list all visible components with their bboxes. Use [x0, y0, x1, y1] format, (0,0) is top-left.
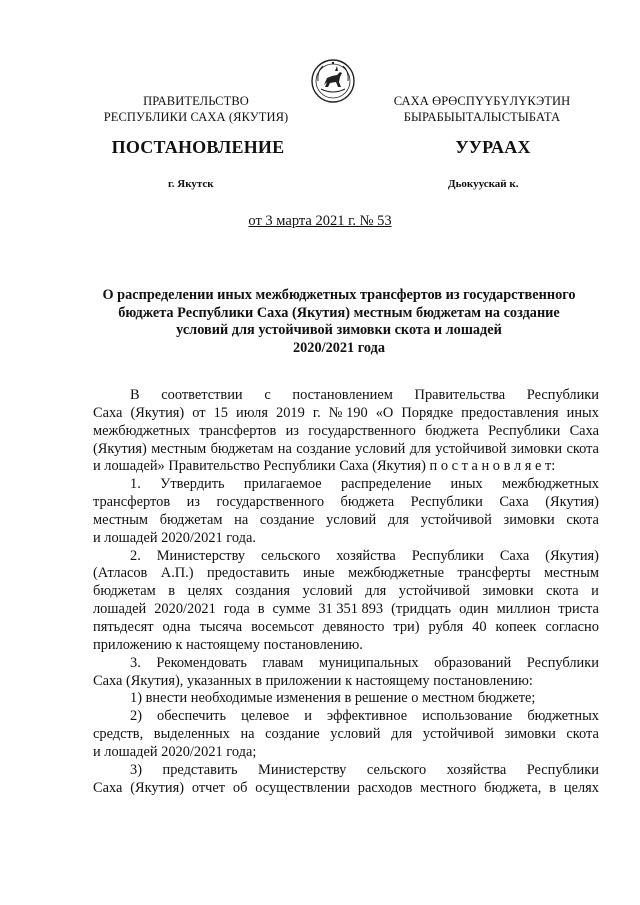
- body-line: и лошадей» Правительство Республики Саха (Якутия) п о с т а н о в л я е т:: [93, 458, 556, 475]
- body-word: иных: [566, 404, 599, 421]
- body-line: приложению к настоящему постановлению.: [93, 636, 363, 653]
- issuer-line: САХА ӨРӨСПҮҮБҮЛҮКЭТИН: [393, 94, 571, 108]
- body-word: устойчивой: [420, 511, 492, 528]
- body-word: один: [459, 601, 489, 618]
- body-line: [130, 387, 599, 405]
- body-word: бюджета,: [484, 779, 542, 796]
- body-line: [93, 601, 599, 619]
- body-word: бюджетных: [527, 708, 599, 725]
- body-line: [93, 726, 599, 744]
- body-word: бюджетам: [210, 440, 274, 457]
- body-line: [93, 441, 599, 459]
- body-word: (Якутия): [545, 494, 599, 511]
- body-word: Республики: [488, 422, 561, 439]
- body-word: образований: [434, 654, 512, 671]
- body-word: хозяйства: [446, 761, 507, 778]
- body-word: бюджета: [340, 494, 395, 511]
- body-word: рубля: [428, 618, 464, 635]
- body-word: трансфертов: [199, 422, 277, 439]
- body-word: «О: [375, 404, 394, 421]
- body-word: Саха: [499, 547, 530, 564]
- body-word: скота: [566, 511, 599, 528]
- title-line: О распределении иных межбюджетных трансфертов из государственного: [102, 287, 576, 303]
- body-word: 40: [472, 618, 487, 635]
- body-word: из: [186, 494, 200, 511]
- body-word: зимовки: [482, 583, 534, 600]
- body-word: Рекомендовать: [156, 654, 247, 671]
- body-word: А.П.): [160, 565, 194, 582]
- body-word: использование: [422, 708, 513, 725]
- body-line: и лошадей 2020/2021 года;: [93, 743, 257, 760]
- body-word: Порядке: [401, 404, 454, 421]
- title-line: 2020/2021 года: [293, 339, 385, 356]
- title-line: условий для устойчивой зимовки скота и лошадей: [176, 322, 502, 338]
- body-word: сельского: [366, 761, 427, 778]
- body-word: Республики: [526, 387, 599, 403]
- body-word: Республики: [410, 494, 483, 511]
- body-word: средств,: [93, 726, 144, 743]
- body-word: расходов: [357, 779, 413, 796]
- body-line: [93, 494, 599, 512]
- body-word: девяносто: [322, 618, 385, 635]
- body-line: [93, 619, 599, 637]
- body-word: в: [549, 779, 557, 796]
- issuer-name-sah: [372, 93, 592, 125]
- body-word: соответствии: [161, 387, 243, 403]
- body-word: отчет: [191, 779, 226, 796]
- body-word: 2020/2021: [154, 601, 216, 618]
- body-line: [130, 548, 599, 566]
- body-word: государственного: [216, 494, 325, 511]
- body-word: Министерству: [156, 547, 246, 564]
- body-word: (Якутия): [130, 404, 185, 421]
- body-word: зимовки: [504, 726, 556, 743]
- body-word: условий: [326, 511, 377, 528]
- doc-type-sah: УУРААХ: [455, 137, 531, 157]
- body-word: главам: [262, 654, 304, 671]
- body-word: межбюджетные: [347, 565, 445, 582]
- body-word: сельского: [261, 547, 321, 564]
- body-word: условий: [330, 726, 381, 743]
- body-line: и лошадей 2020/2021 года.: [93, 529, 256, 546]
- body-word: об: [232, 779, 248, 796]
- body-word: июля: [236, 404, 268, 421]
- body-word: бюджета: [425, 422, 479, 439]
- body-word: на: [234, 511, 249, 528]
- body-line: [130, 708, 599, 726]
- body-word: Республики: [411, 547, 484, 564]
- body-word: создание: [259, 511, 315, 528]
- body-line: 1) внести необходимые изменения в решение о местном бюджете;: [130, 690, 536, 707]
- body-word: иные: [303, 565, 335, 582]
- body-word: на: [277, 440, 292, 457]
- body-word: № 190: [328, 404, 368, 421]
- body-word: для: [387, 511, 410, 528]
- body-word: выделенных: [153, 726, 230, 743]
- body-text: [93, 387, 599, 797]
- body-word: три): [393, 618, 420, 635]
- body-word: целях: [563, 779, 599, 796]
- body-word: целевое: [241, 708, 290, 725]
- body-word: бюджетам: [93, 583, 156, 600]
- body-word: для: [409, 440, 431, 457]
- body-word: эффективное: [327, 708, 408, 725]
- body-word: и: [591, 583, 599, 600]
- body-word: Утвердить: [160, 476, 225, 493]
- city-sah: Дьокуускай к.: [448, 178, 519, 190]
- body-line: [130, 476, 599, 494]
- body-word: на: [240, 726, 255, 743]
- body-word: из: [285, 422, 299, 439]
- body-word: согласно: [545, 618, 599, 635]
- title-line: бюджета Республики Саха (Якутия) местным бюджетам на создание: [118, 304, 560, 321]
- body-word: 2): [130, 708, 142, 725]
- body-line: [130, 655, 599, 673]
- body-word: зимовки: [510, 440, 563, 457]
- body-word: осуществлении: [255, 779, 350, 796]
- body-line: [130, 762, 599, 780]
- city-ru: г. Якутск: [168, 178, 214, 190]
- body-word: тысяча: [199, 618, 243, 635]
- body-word: 1.: [130, 476, 141, 493]
- body-word: миллион: [496, 601, 551, 618]
- body-word: создание: [296, 440, 351, 457]
- body-word: предоставления: [461, 404, 559, 421]
- body-word: местным: [93, 511, 149, 528]
- body-word: Саха: [93, 404, 123, 421]
- body-line: [93, 423, 599, 441]
- body-word: устойчивой: [422, 726, 494, 743]
- body-word: одна: [162, 618, 191, 635]
- body-word: (Якутия): [130, 779, 184, 796]
- date-number-line: от 3 марта 2021 г. № 53: [248, 213, 392, 229]
- body-word: местным: [151, 440, 207, 457]
- body-line: Саха (Якутия), указанных в приложении к настоящему постановлению:: [93, 672, 533, 689]
- body-word: 2.: [130, 547, 141, 564]
- body-word: лошадей: [93, 601, 147, 618]
- body-word: межбюджетных: [502, 476, 599, 493]
- body-word: целях: [187, 583, 223, 600]
- body-word: трансферты: [457, 565, 531, 582]
- issuer-name-ru: [96, 93, 296, 125]
- body-word: 3): [130, 761, 142, 778]
- body-word: Республики: [526, 761, 599, 778]
- body-word: скота: [546, 583, 579, 600]
- body-word: постановлением: [292, 387, 393, 403]
- body-word: Саха: [93, 779, 123, 796]
- body-word: пятьдесят: [93, 618, 154, 635]
- body-word: для: [365, 583, 387, 600]
- body-word: создание: [265, 726, 320, 743]
- body-word: сумме: [272, 601, 311, 618]
- coat-of-arms-icon: [311, 57, 355, 105]
- body-word: зимовки: [503, 511, 555, 528]
- body-word: копеек: [495, 618, 537, 635]
- body-word: триста: [558, 601, 599, 618]
- body-word: от: [192, 404, 206, 421]
- body-word: местным: [543, 565, 599, 582]
- body-word: (Якутия): [545, 547, 599, 564]
- body-word: создания: [235, 583, 290, 600]
- body-word: скота: [566, 726, 599, 743]
- body-line: [93, 405, 599, 423]
- issuer-line: БЫРАБЫЫТАЛЫСТЫБАТА: [403, 110, 561, 124]
- body-word: и: [304, 708, 312, 725]
- body-word: Саха: [499, 494, 529, 511]
- body-line: [93, 512, 599, 530]
- body-word: хозяйства: [336, 547, 396, 564]
- body-word: бюджетам: [159, 511, 223, 528]
- body-word: распределение: [340, 476, 432, 493]
- body-word: устойчивой: [398, 583, 470, 600]
- body-word: с: [264, 387, 271, 403]
- body-word: 31 351 893: [318, 601, 384, 618]
- body-word: обеспечить: [157, 708, 227, 725]
- body-word: представить: [162, 761, 238, 778]
- body-word: в: [168, 583, 176, 600]
- body-word: (тридцать: [391, 601, 452, 618]
- body-line: [93, 583, 599, 601]
- body-word: скота: [566, 440, 599, 457]
- body-line: [93, 780, 599, 798]
- doc-type-ru: ПОСТАНОВЛЕНИЕ: [111, 137, 285, 157]
- body-word: трансфертов: [93, 494, 171, 511]
- body-word: для: [391, 726, 413, 743]
- body-word: Правительства: [414, 387, 506, 403]
- body-word: Республики: [526, 654, 599, 671]
- body-word: предоставить: [207, 565, 290, 582]
- body-word: условий: [355, 440, 406, 457]
- body-word: года: [223, 601, 250, 618]
- body-word: 2019: [276, 404, 305, 421]
- body-word: муниципальных: [318, 654, 419, 671]
- body-word: г.: [312, 404, 321, 421]
- body-word: иных: [450, 476, 483, 493]
- body-word: Министерству: [258, 761, 347, 778]
- body-word: 3.: [130, 654, 141, 671]
- body-line: [93, 565, 599, 583]
- body-word: (Якутия): [93, 440, 147, 457]
- body-word: местного: [420, 779, 477, 796]
- body-word: 15: [213, 404, 228, 421]
- body-word: устойчивой: [435, 440, 507, 457]
- body-word: условий: [302, 583, 353, 600]
- body-word: Саха: [569, 422, 599, 439]
- body-word: В: [130, 387, 140, 403]
- body-word: межбюджетных: [93, 422, 190, 439]
- issuer-line: ПРАВИТЕЛЬСТВО: [143, 94, 249, 108]
- issuer-line: РЕСПУБЛИКИ САХА (ЯКУТИЯ): [103, 110, 289, 124]
- body-word: восемьсот: [251, 618, 314, 635]
- body-word: прилагаемое: [243, 476, 322, 493]
- document-title: [80, 287, 598, 357]
- body-word: в: [257, 601, 265, 618]
- body-word: государственного: [308, 422, 416, 439]
- body-word: (Атласов: [93, 565, 148, 582]
